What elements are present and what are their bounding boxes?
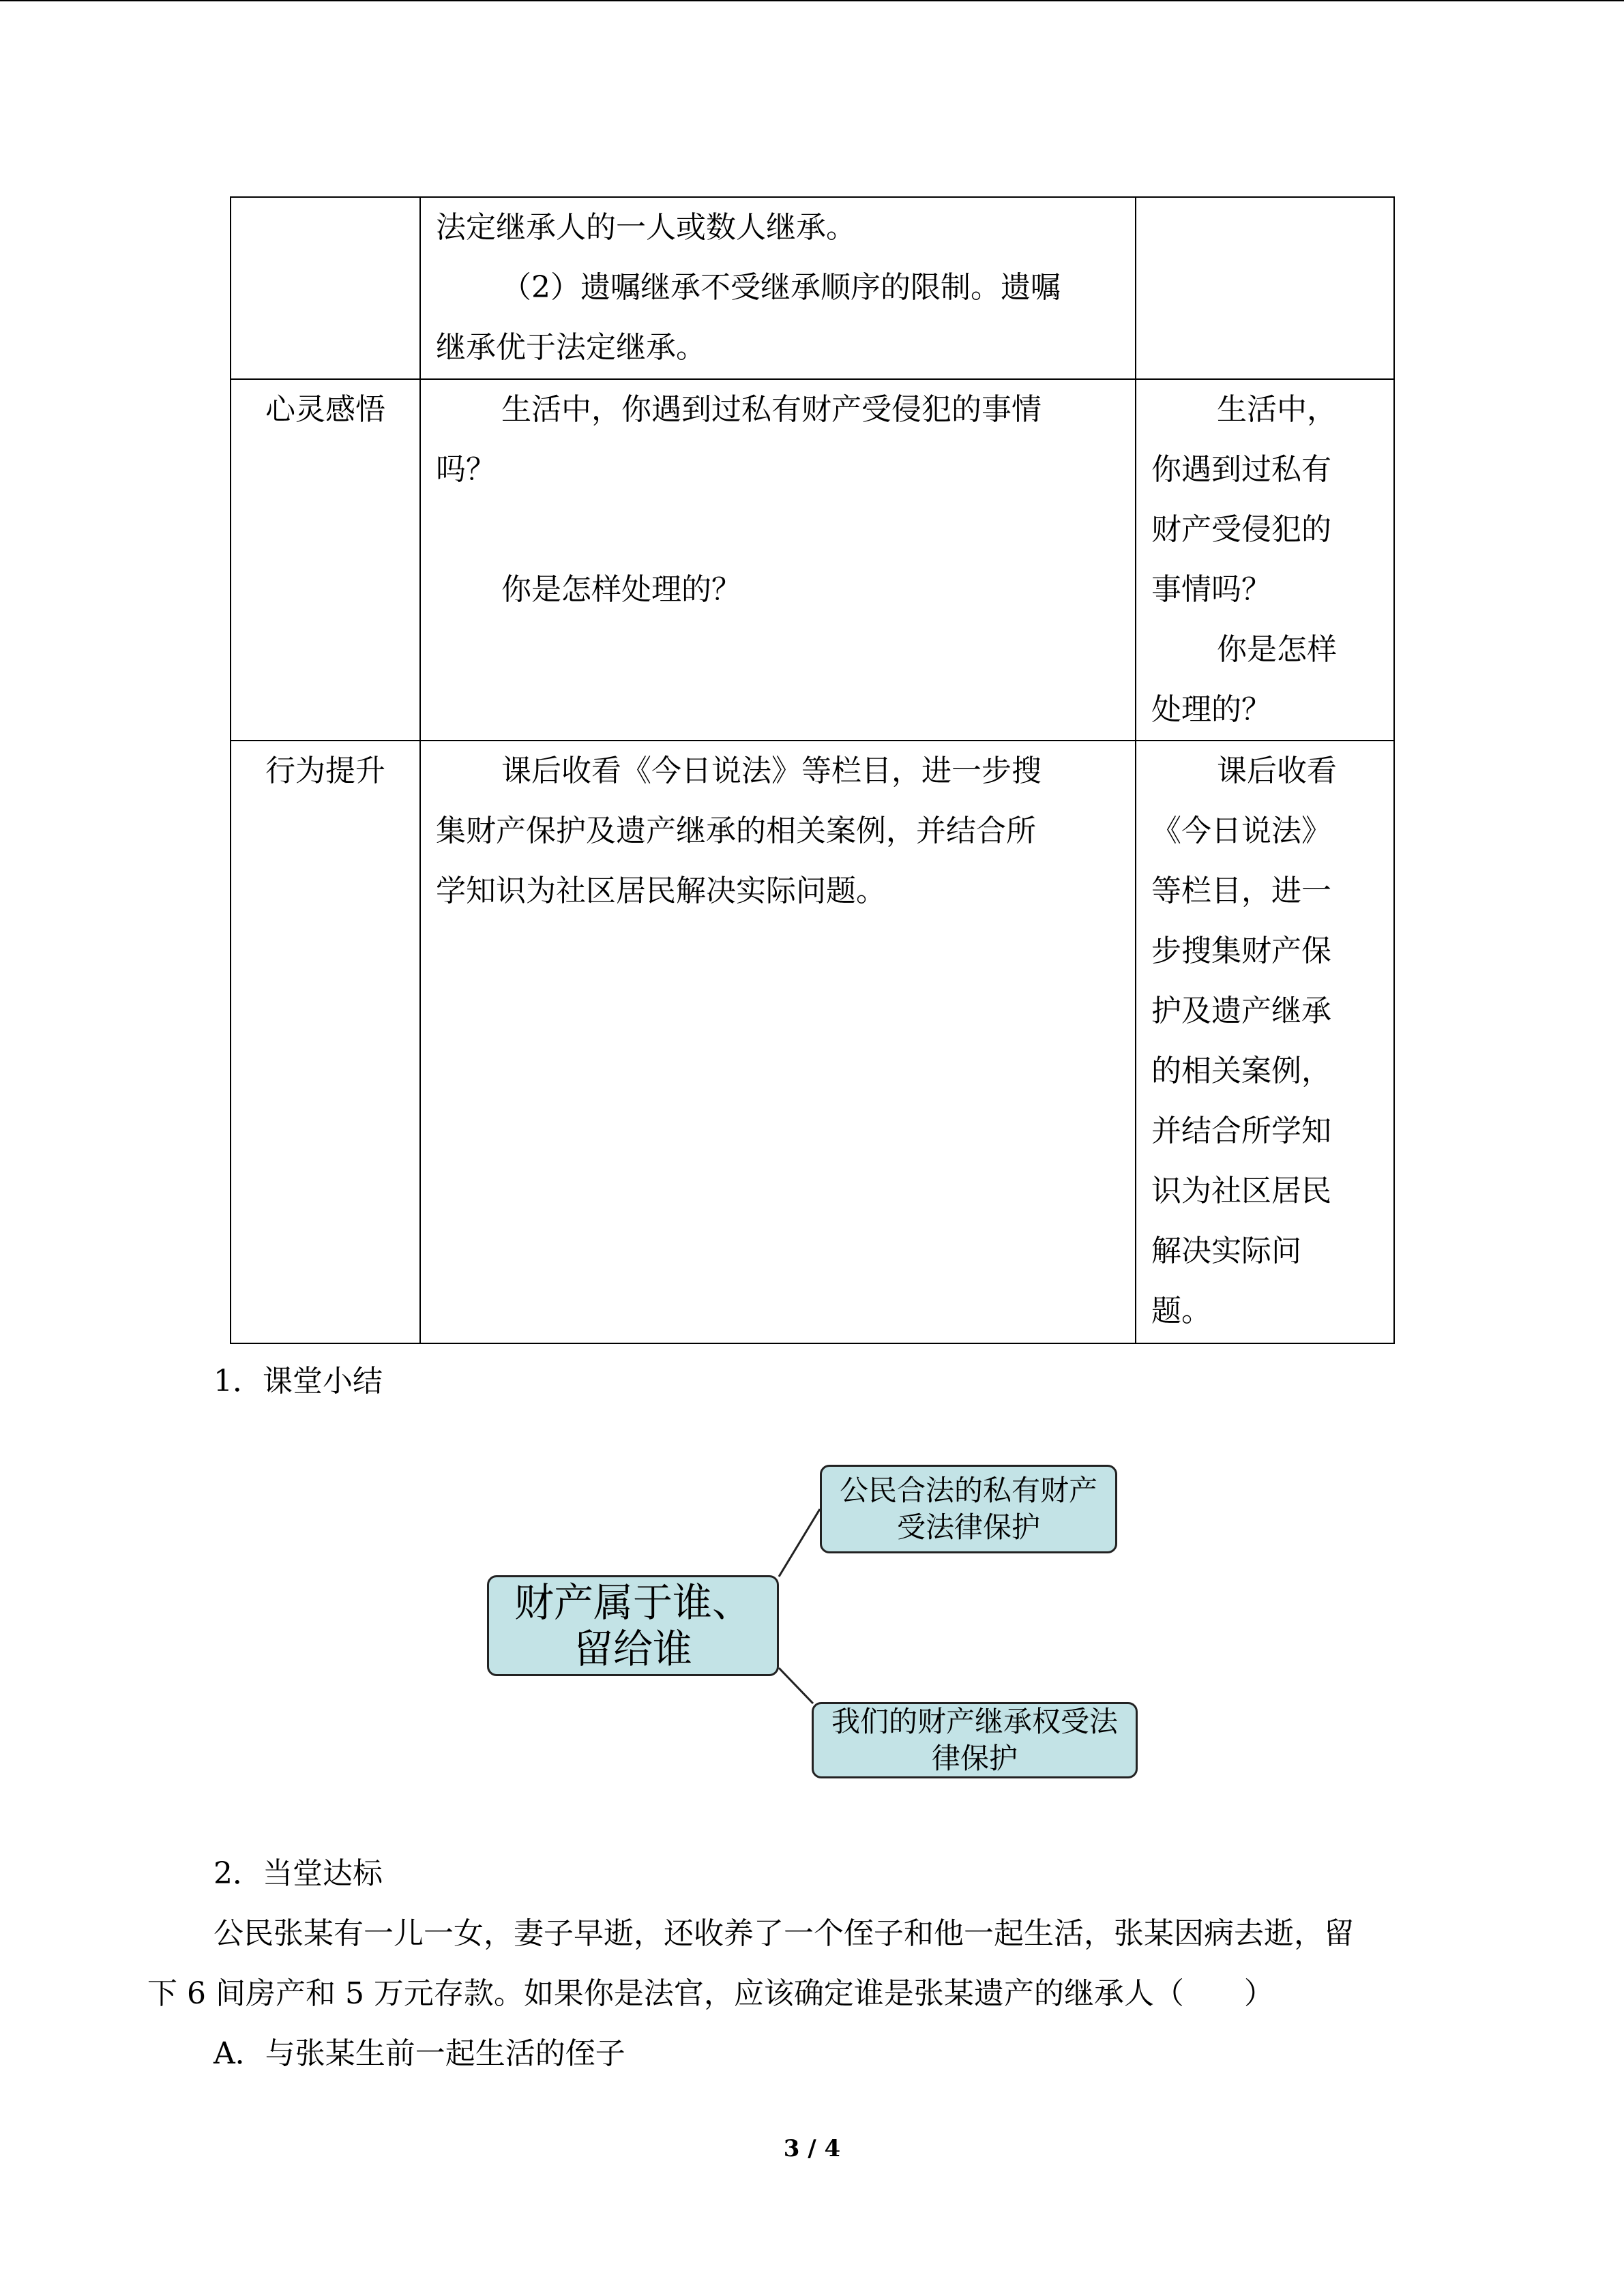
question-line: 公民张某有一儿一女，妻子早逝，还收养了一个侄子和他一起生活，张某因病去逝，留 xyxy=(213,1916,1354,1951)
side-line: 生活中， xyxy=(1217,392,1337,427)
side-line: 你是怎样 xyxy=(1217,632,1337,667)
table-row-feel xyxy=(231,379,1394,741)
row-content-feel xyxy=(420,379,1136,741)
page-number: 3 / 4 xyxy=(783,2135,841,2162)
row-label-action: 行为提升 xyxy=(231,741,420,1343)
side-line: 课后收看 xyxy=(1217,754,1337,788)
page-top-border xyxy=(0,0,1624,1)
content-line: 生活中，你遇到过私有财产受侵犯的事情 xyxy=(501,392,1042,427)
connector-bottom xyxy=(779,1668,813,1703)
mindmap-center-node: 财产属于谁、留给谁 xyxy=(487,1575,779,1676)
side-line: 《今日说法》 xyxy=(1151,814,1331,848)
side-line: 步搜集财产保 xyxy=(1151,934,1331,968)
lesson-table xyxy=(230,196,1395,1344)
content-line: 你是怎样处理的？ xyxy=(501,572,741,607)
side-line: 题。 xyxy=(1151,1294,1211,1328)
side-line: 解决实际问 xyxy=(1151,1234,1301,1268)
row-label xyxy=(231,197,420,379)
content-line: 法定继承人的一人或数人继承。 xyxy=(436,210,856,245)
content-line: （2）遗嘱继承不受继承顺序的限制。遗嘱 xyxy=(501,270,1061,305)
content-line: 吗？ xyxy=(436,452,496,487)
content-line: 继承优于法定继承。 xyxy=(436,330,706,365)
summary-heading: 1．课堂小结 xyxy=(213,1364,383,1399)
row-side-note xyxy=(1136,197,1394,379)
connector-top xyxy=(779,1509,820,1577)
content-line: 集财产保护及遗产继承的相关案例，并结合所 xyxy=(436,814,1036,848)
row-label-feel: 心灵感悟 xyxy=(231,379,420,741)
side-line: 事情吗？ xyxy=(1151,572,1271,607)
exercise-heading: 2．当堂达标 xyxy=(213,1856,383,1891)
row-side-feel xyxy=(1136,379,1394,741)
side-line: 识为社区居民 xyxy=(1151,1174,1331,1208)
row-content-action xyxy=(420,741,1136,1343)
mindmap-top-node: 公民合法的私有财产受法律保护 xyxy=(820,1465,1117,1553)
content-line: 学知识为社区居民解决实际问题。 xyxy=(436,874,886,908)
question-line: 下 6 间房产和 5 万元存款。如果你是法官，应该确定谁是张某遗产的继承人（ ） xyxy=(147,1976,1274,2011)
content-line: 课后收看《今日说法》等栏目，进一步搜 xyxy=(501,754,1042,788)
table-row-action xyxy=(231,741,1394,1343)
side-line: 并结合所学知 xyxy=(1151,1114,1331,1148)
option-a: A．与张某生前一起生活的侄子 xyxy=(213,2036,625,2071)
row-content xyxy=(420,197,1136,379)
mindmap-bottom-node: 我们的财产继承权受法律保护 xyxy=(812,1702,1138,1778)
side-line: 处理的？ xyxy=(1151,692,1271,727)
table-row-continuation xyxy=(231,197,1394,379)
side-line: 护及遗产继承 xyxy=(1151,994,1331,1028)
side-line: 财产受侵犯的 xyxy=(1151,512,1331,547)
side-line: 你遇到过私有 xyxy=(1151,452,1331,487)
side-line: 等栏目，进一 xyxy=(1151,874,1331,908)
blank-space xyxy=(436,500,1120,560)
row-side-action xyxy=(1136,741,1394,1343)
side-line: 的相关案例， xyxy=(1151,1054,1331,1088)
